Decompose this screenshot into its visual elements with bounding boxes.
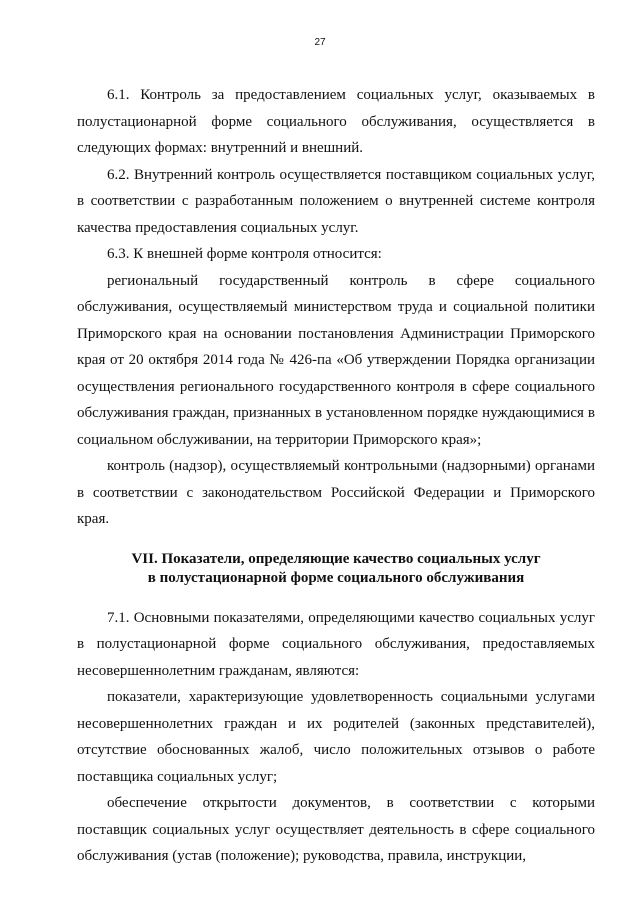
- paragraph-indicators: показатели, характеризующие удовлетворенность социальными услугами несовершеннолетних граждан и их родителей (законных представителей), отсутствие обоснованных жалоб, число положительных отзывов о работе поставщика социальных услуг;: [77, 689, 595, 785]
- paragraph-regional-control: региональный государственный контроль в сфере социального обслуживания, осуществляемый министерством труда и социальной политики Приморского края на основании постановления Администрации Приморского края от 20 октября 2014 года № 426-па «Об утверждении Порядка организации осуществления регионального государственного контроля в сфере социального обслуживания граждан, признанных в установленном порядке нуждающимися в социальном обслуживании, на территории Приморского края»;: [77, 272, 595, 448]
- section-7-heading: [77, 550, 595, 588]
- page-number: 27: [314, 37, 326, 48]
- paragraph-supervisory-control: контроль (надзор), осуществляемый контрольными (надзорными) органами в соответствии с законодательством Российской Федерации и Приморского края.: [77, 458, 595, 527]
- paragraph-6-3: 6.3. К внешней форме контроля относится:: [107, 246, 382, 262]
- paragraph-6-2: 6.2. Внутренний контроль осуществляется поставщиком социальных услуг, в соответствии с разработанным положением о внутренней системе контроля качества предоставления социальных услуг.: [77, 166, 595, 236]
- document-body: [77, 82, 595, 870]
- paragraph-7-1: 7.1. Основными показателями, определяющими качество социальных услуг в полустационарной форме социального обслуживания, предоставляемых несовершеннолетним гражданам, являются:: [77, 609, 595, 679]
- paragraph-openness: обеспечение открытости документов, в соответствии с которыми поставщик социальных услуг осуществляет деятельность в сфере социального обслуживания (устав (положение); руководства, правила, инструкции,: [77, 795, 595, 864]
- paragraph-6-1: 6.1. Контроль за предоставлением социальных услуг, оказываемых в полустационарной форме социального обслуживания, осуществляется в следующих формах: внутренний и внешний.: [77, 87, 595, 156]
- section-7-title-line2: в полустационарной форме социального обслуживания: [147, 569, 525, 586]
- section-7-title-line1: VII. Показатели, определяющие качество социальных услуг: [131, 550, 541, 567]
